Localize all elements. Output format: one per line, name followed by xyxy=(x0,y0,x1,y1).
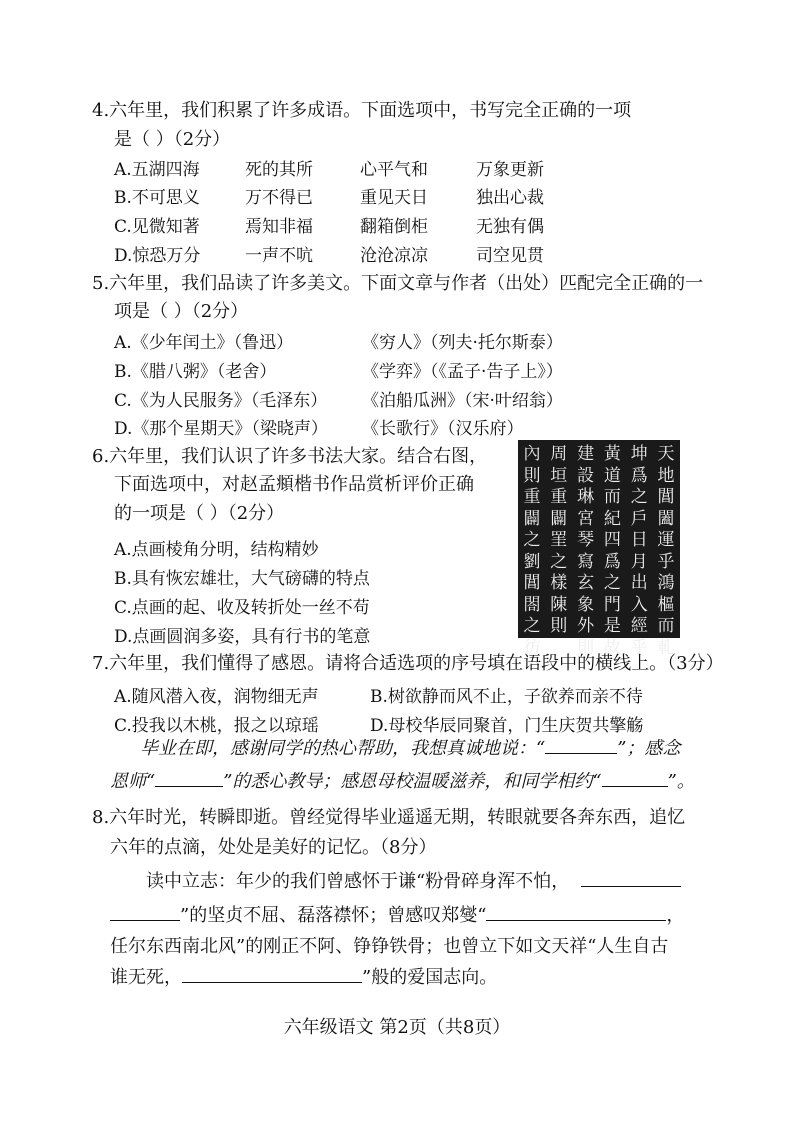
q4-option-cell: 死的其所 xyxy=(245,160,313,180)
q7-blank-1[interactable] xyxy=(545,735,617,754)
q4-option-cell: D.惊恐万分 xyxy=(114,246,201,266)
q8-line4-end: ， xyxy=(666,905,685,926)
q7-option-c: C.投我以木桃，报之以琼瑶 xyxy=(114,716,319,736)
calligraphy-column: 內則重闢之劉閶閤之彷 xyxy=(523,444,541,658)
q5-option-cell: C.《为人民服务》（毛泽东） xyxy=(114,391,328,411)
q4-option-cell: 焉知非福 xyxy=(245,217,313,237)
q6-stem-line3: 的一项是（ ）（2分） xyxy=(114,503,285,524)
q5-option-cell: A.《少年闰土》（鲁迅） xyxy=(114,333,294,353)
q4-option-cell: A.五湖四海 xyxy=(114,160,200,180)
q6-stem-line1: 6.六年里，我们认识了许多书法大家。结合右图， xyxy=(92,446,488,467)
q5-option-cell: D.《那个星期天》（梁晓声） xyxy=(114,419,328,439)
q5-option-cell: B.《腊八粥》（老舍） xyxy=(114,362,277,382)
q7-stem: 7.六年里，我们懂得了感恩。请将合适选项的序号填在语段中的横线上。（3分） xyxy=(92,653,724,674)
calligraphy-image xyxy=(518,440,680,658)
q6-option-c: C.点画的起、收及转折处一丝不苟 xyxy=(114,598,370,618)
q5-option-cell: 《长歌行》（汉乐府） xyxy=(362,419,524,439)
q8-blank-1[interactable] xyxy=(581,868,681,887)
q5-stem-line2: 项是（ ）（2分） xyxy=(114,301,249,322)
q8-line6 xyxy=(110,964,497,992)
q7-para2-text-mid: ”的悉心教导；感恩母校温暖滋养，和同学相约“ xyxy=(223,771,602,792)
q8-stem-line2: 六年的点滴，处处是美好的记忆。（8分） xyxy=(110,837,437,858)
q4-option-cell: 司空见贯 xyxy=(476,246,544,266)
q7-option-d: D.母校华辰同聚首，门生庆贺共擎觞 xyxy=(370,716,644,736)
q4-stem-line1: 4.六年里，我们积累了许多成语。下面选项中，书写完全正确的一项 xyxy=(92,100,632,121)
q7-paragraph-line1 xyxy=(140,735,680,763)
q8-blank-2[interactable] xyxy=(486,902,666,921)
q7-option-a: A.随风潜入夜，润物细无声 xyxy=(114,687,319,707)
q8-blank-1-cont[interactable] xyxy=(110,902,180,921)
q8-blank-3[interactable] xyxy=(182,964,362,983)
q6-option-d: D.点画圆润多姿，具有行书的笔意 xyxy=(114,627,371,647)
q7-option-b: B.树欲静而风不止，子欲养而亲不待 xyxy=(370,687,643,707)
calligraphy-column: 建設琳宮琴寫玄象外則 xyxy=(577,444,595,658)
q4-stem-line2: 是（ ）（2分） xyxy=(114,129,231,150)
q8-line3 xyxy=(146,868,681,896)
q4-option-cell: 沧沧凉凉 xyxy=(360,246,428,266)
q7-paragraph-line2 xyxy=(110,768,695,796)
q5-option-cell: 《泊船瓜洲》（宋·叶绍翁） xyxy=(362,391,563,411)
q8-stem-line1: 8.六年时光，转瞬即逝。曾经觉得毕业遥遥无期，转眼就要各奔东西，追忆 xyxy=(92,807,686,828)
q6-option-a: A.点画棱角分明，结构精妙 xyxy=(114,540,319,560)
q4-option-cell: B.不可思义 xyxy=(114,188,200,208)
q5-stem-line1: 5.六年里，我们品读了许多美文。下面文章与作者（出处）匹配完全正确的一 xyxy=(92,273,704,294)
q4-option-cell: 万不得已 xyxy=(245,188,313,208)
q8-line4 xyxy=(110,902,684,930)
q8-line6-text: 谁无死， xyxy=(110,967,182,988)
q6-stem-line2: 下面选项中，对赵孟頫楷书作品赏析评价正确 xyxy=(114,474,474,495)
q7-para1-text-end: ”；感念 xyxy=(617,738,681,759)
q4-option-cell: 心平气和 xyxy=(360,160,428,180)
q7-blank-2[interactable] xyxy=(155,768,223,787)
q4-option-cell: 独出心裁 xyxy=(476,188,544,208)
q7-para2-text: 恩师“ xyxy=(110,771,156,792)
q4-option-cell: C.见微知著 xyxy=(114,217,200,237)
q5-option-cell: 《穷人》（列夫·托尔斯泰） xyxy=(362,333,563,353)
q6-option-b: B.具有恢宏雄壮，大气磅礴的特点 xyxy=(114,569,370,589)
q7-para2-text-end: ”。 xyxy=(667,771,695,792)
q8-line5: 任尔东西南北风”的刚正不阿、铮铮铁骨；也曾立下如文天祥“人生自古 xyxy=(110,936,669,957)
calligraphy-column: 黃道而紀四爲之門是故 xyxy=(603,444,621,658)
calligraphy-column: 天地閶闔運乎鴻樞而軋 xyxy=(657,444,675,658)
q4-option-cell: 翻箱倒柜 xyxy=(360,217,428,237)
q4-option-cell: 万象更新 xyxy=(476,160,544,180)
q7-blank-3[interactable] xyxy=(602,768,668,787)
calligraphy-column: 周垣重闢罣之樣陳則 xyxy=(550,444,568,636)
q4-option-cell: 一声不吭 xyxy=(245,246,313,266)
q8-line4-text: ”的坚贞不屈、磊落襟怀；曾感叹郑燮“ xyxy=(180,905,487,926)
calligraphy-column: 坤爲之戶日月出入經乎 xyxy=(630,444,648,658)
q8-line3-text: 读中立志：年少的我们曾感怀于谦“粉骨碎身浑不怕， xyxy=(146,871,570,892)
q7-para1-text: 毕业在即，感谢同学的热心帮助，我想真诚地说：“ xyxy=(140,738,546,759)
q4-option-cell: 重见天日 xyxy=(360,188,428,208)
q4-option-cell: 无独有偶 xyxy=(476,217,544,237)
q5-option-cell: 《学弈》（《孟子·告子上》） xyxy=(362,362,563,382)
page-footer: 六年级语文 第2页（共8页） xyxy=(283,1017,511,1038)
q8-line6-end: ”般的爱国志向。 xyxy=(362,967,498,988)
